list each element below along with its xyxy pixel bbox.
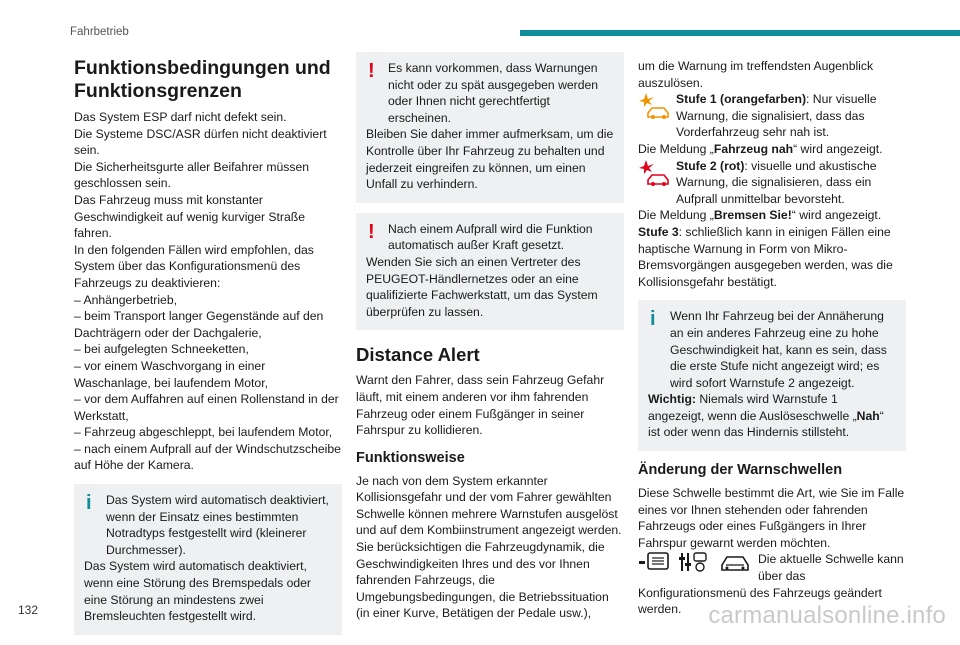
collision-warning-orange-icon xyxy=(638,91,672,121)
vehicle-settings-icon xyxy=(678,551,712,573)
paragraph: Das System ESP darf nicht defekt sein. xyxy=(74,110,287,124)
level-3-description xyxy=(638,224,906,290)
important-text-end: “ ist oder wenn das Hindernis stillsteht. xyxy=(648,408,884,440)
level-2-label: Stufe 2 (rot) xyxy=(676,158,745,173)
list-item: – bei aufgelegten Schneeketten, xyxy=(74,342,249,357)
warning-box xyxy=(356,52,624,203)
info-icon: i xyxy=(650,308,656,331)
important-text: Niemals wird Warnstufe 1 angezeigt, wenn die Auslöseschwelle „ xyxy=(648,392,857,423)
list-item: – vor einem Waschvorgang in einer Waschanlage, bei laufendem Motor, xyxy=(74,358,268,390)
info-text: Das System wird automatisch deaktiviert, wenn der Einsatz eines bestimmten Notradtyps festgestellt wird (kleinerer Durchmesser). xyxy=(106,493,329,557)
column-right xyxy=(638,52,906,618)
heading-threshold-change: Änderung der Warnschwellen xyxy=(638,462,843,479)
paragraph: um die Warnung im treffendsten Augenblick auszulösen. xyxy=(638,59,874,90)
level-1-message xyxy=(638,141,906,158)
list-item: – Fahrzeug abgeschleppt, bei laufendem Motor, xyxy=(74,425,333,440)
warning-box xyxy=(356,213,624,331)
warning-icon: ! xyxy=(368,220,375,243)
settings-menu-text: Die aktuelle Schwelle kann über das Konfigurationsmenü des Fahrzeugs geändert werden. xyxy=(638,552,904,617)
icon-group xyxy=(638,551,752,573)
list-item: – beim Transport langer Gegenstände auf den Dachträgern oder der Dachgalerie, xyxy=(74,309,324,340)
warning-text: Es kann vorkommen, dass Warnungen nicht oder zu spät ausgegeben werden oder Ihnen nicht gerechtfertigt erscheinen. xyxy=(388,61,599,125)
message-prefix: Die Meldung „ xyxy=(638,208,714,223)
section-header: Fahrbetrieb xyxy=(70,26,129,38)
info-text: Das System wird automatisch deaktiviert, wenn eine Störung des Bremspedals oder eine Störung an mindestens zwei Bremsleuchten festgestellt wird. xyxy=(84,559,311,624)
info-important xyxy=(648,391,896,441)
warning-level-2 xyxy=(638,158,906,208)
threshold-nah: Nah xyxy=(856,408,880,423)
paragraph: Das Fahrzeug muss mit konstanter Geschwindigkeit auf wenig kurviger Straße fahren. xyxy=(74,192,305,241)
info-text: Wenn Ihr Fahrzeug bei der Annäherung an ein anderes Fahrzeug eine zu hohe Geschwindigkeit hat, kann es sein, dass die erste Stufe nicht angezeigt wird; es wird sofort Warnstufe 2 angezeigt. xyxy=(670,309,887,390)
level-2-message xyxy=(638,207,906,224)
message-bremsen-sie: Bremsen Sie! xyxy=(713,208,792,223)
info-icon: i xyxy=(86,492,92,515)
driving-aid-car-icon xyxy=(718,551,752,573)
watermark: carmanualsonline.info xyxy=(708,602,946,629)
level-3-text: : schließlich kann in einigen Fällen eine haptische Warnung in Form von Mikro-Bremsvorgängen ausgegeben werden, was die Kollisionsgefahr bestätigt. xyxy=(638,224,893,289)
level-1-text: : Nur visuelle Warnung, die signalisiert, dass das Vorderfahrzeug sehr nah ist. xyxy=(676,92,877,140)
warning-icon: ! xyxy=(368,60,375,82)
level-1-label: Stufe 1 (orangefarben) xyxy=(676,92,807,107)
paragraph: In den folgenden Fällen wird empfohlen, das System über das Konfigurationsmenü des Fahrzeugs zu deaktivieren: xyxy=(74,242,314,290)
message-fahrzeug-nah: Fahrzeug nah xyxy=(713,141,794,156)
info-box xyxy=(74,484,342,635)
warning-text: Nach einem Aufprall wird die Funktion automatisch außer Kraft gesetzt. xyxy=(388,221,593,253)
collision-warning-red-icon xyxy=(638,158,672,188)
message-prefix: Die Meldung „ xyxy=(638,141,714,156)
level-2-text: : visuelle und akustische Warnung, die signalisieren, dass ein Aufprall unmittelbar bevorsteht. xyxy=(676,158,877,206)
list-item: – Anhängerbetrieb, xyxy=(74,292,177,307)
heading-functioning: Funktionsweise xyxy=(356,449,465,466)
header-accent-bar xyxy=(520,30,960,36)
level-3-label: Stufe 3 xyxy=(638,224,679,239)
warning-text: Wenden Sie sich an einen Vertreter des PEUGEOT-Händlernetzes oder an eine qualifizierte Fachwerkstatt, um das System überprüfen zu lassen. xyxy=(366,254,598,319)
warning-level-1 xyxy=(638,91,906,141)
important-label: Wichtig: xyxy=(648,392,696,407)
level-1-description xyxy=(676,91,906,141)
page-number: 132 xyxy=(18,603,39,617)
paragraph: Die Sicherheitsgurte aller Beifahrer müssen geschlossen sein. xyxy=(74,159,310,191)
paragraph: Sie berücksichtigen die Fahrzeugdynamik, die Geschwindigkeiten Ihres und des vor Ihnen fahrenden Fahrzeugs, die Umgebungsbedingungen, die Betriebssituation (in einer Kurve, Betätigen der Pedale usw.), xyxy=(356,540,609,621)
level-2-description xyxy=(676,158,906,208)
paragraph: Warnt den Fahrer, dass sein Fahrzeug Gefahr läuft, mit einem anderen vor ihm fahrenden Fahrzeug oder einem Fußgänger in seiner Fahrspur zu kollidieren. xyxy=(356,373,605,438)
message-suffix: “ wird angezeigt. xyxy=(791,208,882,223)
paragraph: Diese Schwelle bestimmt die Art, wie Sie im Falle eines vor Ihnen stehenden oder fahrenden Fahrzeugs oder eines Fußgängers in Ihrer Fahrspur gewarnt werden möchten. xyxy=(638,486,905,550)
column-middle xyxy=(356,52,624,622)
list-item: – nach einem Aufprall auf der Windschutzscheibe auf Höhe der Kamera. xyxy=(74,441,341,473)
paragraph: Je nach von dem System erkannter Kollisionsgefahr und der vom Fahrer gewählten Schwelle können mehrere Warnstufen ausgelöst und auf dem Kombiinstrument angezeigt werden. xyxy=(356,473,622,538)
warning-text: Bleiben Sie daher immer aufmerksam, um die Kontrolle über Ihr Fahrzeug zu behalten und jederzeit eingreifen zu können, um einen Unfall zu verhindern. xyxy=(366,127,614,192)
heading-distance-alert: Distance Alert xyxy=(356,344,480,366)
column-left xyxy=(74,52,342,645)
info-box xyxy=(638,300,906,451)
menu-screen-icon xyxy=(638,551,672,573)
heading-functional-conditions: Funktionsbedingungen und Funktionsgrenzen xyxy=(74,57,331,102)
message-suffix: “ wird angezeigt. xyxy=(793,141,883,156)
paragraph: Die Systeme DSC/ASR dürfen nicht deaktiviert sein. xyxy=(74,126,327,158)
list-item: – vor dem Auffahren auf einen Rollenstand in der Werkstatt, xyxy=(74,392,339,423)
